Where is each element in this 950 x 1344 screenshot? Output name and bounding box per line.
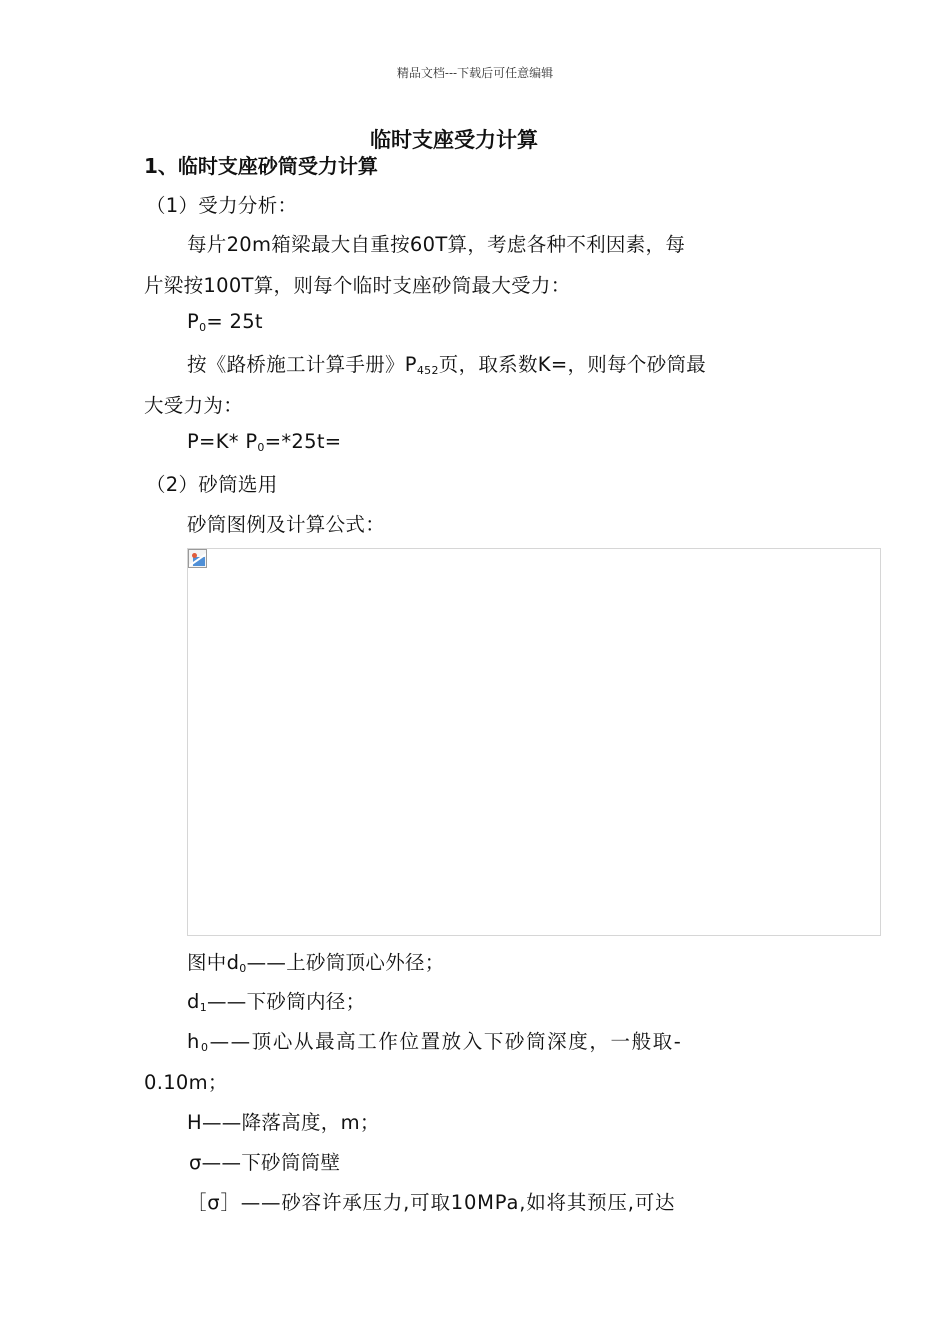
formula-text: = 25t	[206, 310, 263, 333]
definition-d0	[187, 947, 445, 975]
formula-p0	[187, 310, 263, 334]
definition-H: H——降落高度，m；	[187, 1111, 380, 1134]
formula-text: =*25t=	[264, 430, 342, 453]
definition-text: 图中d	[187, 951, 240, 974]
definition-h0-cont: 0.10m；	[144, 1071, 228, 1094]
definition-text: h	[187, 1030, 201, 1053]
formula-text: P	[187, 310, 200, 333]
section-heading-1: 1、临时支座砂筒受力计算	[144, 154, 378, 178]
figure-image-placeholder	[187, 548, 881, 936]
figure-caption: 砂筒图例及计算公式：	[187, 513, 386, 536]
definition-text: ——下砂筒内径；	[207, 990, 366, 1013]
definition-text: ——顶心从最高工作位置放入下砂筒深度，一般取-	[209, 1030, 683, 1053]
formula-text: P=K* P	[187, 430, 258, 453]
formula-p	[187, 430, 341, 454]
subscript: 0	[199, 321, 207, 334]
subscript: 1	[199, 1001, 207, 1014]
subscript: 0	[200, 1041, 210, 1054]
definition-d1	[187, 986, 365, 1014]
definition-sigma: σ——下砂筒筒壁	[189, 1151, 341, 1174]
definition-h0	[187, 1026, 682, 1054]
definition-text: d	[187, 990, 200, 1013]
broken-image-icon	[188, 549, 207, 568]
paragraph-line: 每片20m箱梁最大自重按60T算，考虑各种不利因素，每	[187, 233, 686, 256]
definition-text: ——上砂筒顶心外径；	[246, 951, 445, 974]
page-header: 精品文档---下载后可任意编辑	[396, 66, 554, 80]
paragraph-line	[187, 349, 706, 377]
subsection-force-analysis: （1）受力分析：	[146, 194, 298, 217]
paragraph-line: 大受力为：	[144, 394, 244, 417]
definition-allowable-stress: ［σ］——砂容许承压力,可取10MPa,如将其预压,可达	[187, 1191, 676, 1214]
paragraph-line: 片梁按100T算，则每个临时支座砂筒最大受力：	[144, 274, 571, 297]
document-title: 临时支座受力计算	[370, 128, 538, 152]
paragraph-text: 按《路桥施工计算手册》P	[187, 353, 417, 376]
paragraph-text: 页，取系数K=，则每个砂筒最	[438, 353, 707, 376]
subsection-sand-cylinder-selection: （2）砂筒选用	[146, 473, 278, 496]
subscript: 0	[239, 962, 247, 975]
subscript: 0	[257, 441, 265, 454]
subscript: 452	[416, 364, 439, 377]
